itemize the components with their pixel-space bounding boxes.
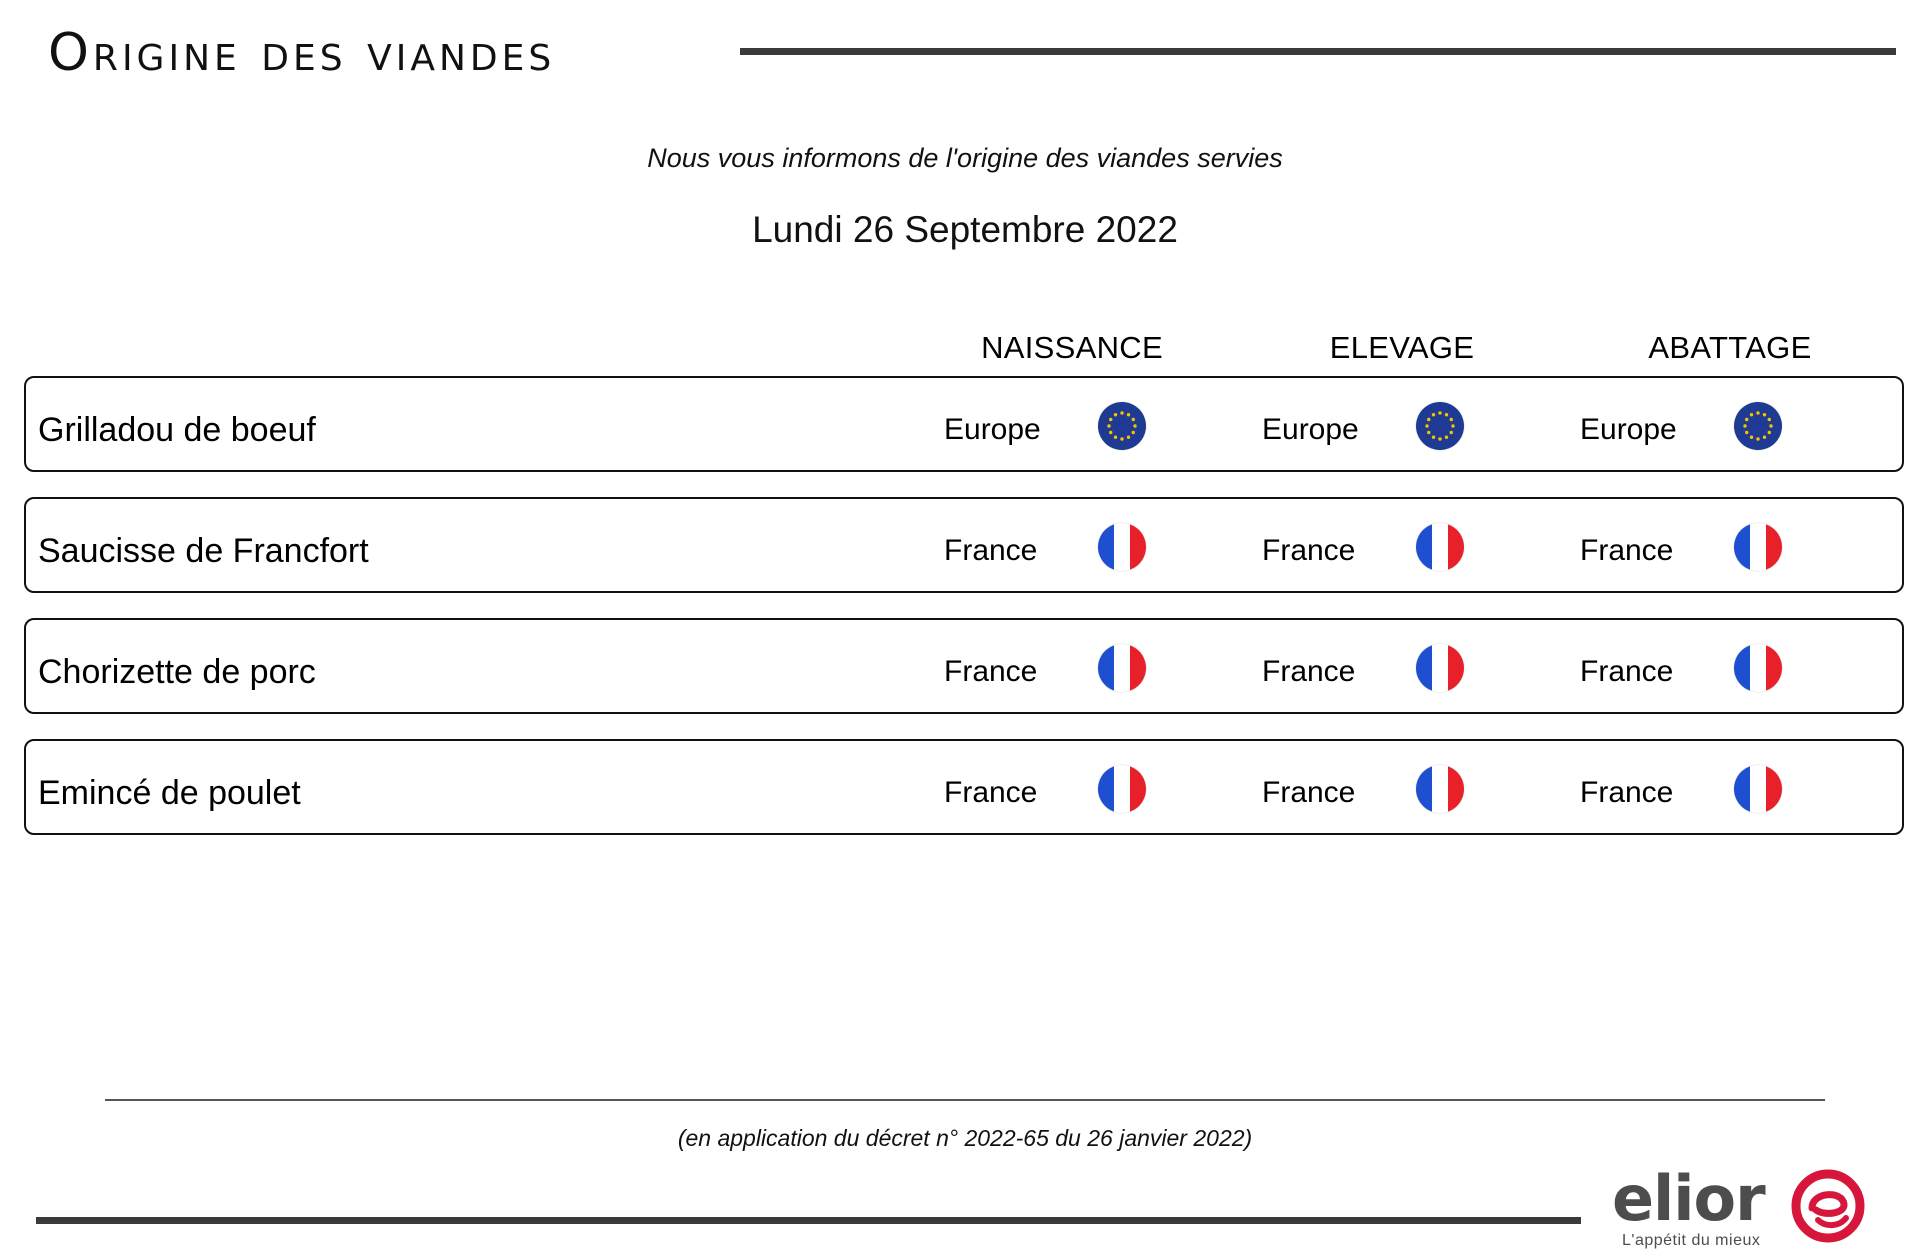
france-flag-icon	[1098, 644, 1146, 692]
logo-tagline: L'appétit du mieux	[1622, 1232, 1761, 1249]
france-flag-icon	[1734, 765, 1782, 813]
eu-flag-icon	[1098, 402, 1146, 450]
meat-row-saucisse	[24, 497, 1904, 593]
origin-abattage: Europe	[1580, 413, 1677, 446]
meat-row-grilladou	[24, 376, 1904, 472]
origin-elevage: France	[1262, 655, 1356, 688]
france-flag-icon	[1734, 644, 1782, 692]
france-flag-icon	[1734, 523, 1782, 571]
france-flag-icon	[1416, 765, 1464, 813]
origin-elevage: France	[1262, 534, 1356, 567]
product-name: Chorizette de porc	[38, 653, 316, 691]
france-flag-icon	[1098, 765, 1146, 813]
eu-flag-icon	[1734, 402, 1782, 450]
meat-row-chorizette	[24, 618, 1904, 714]
elior-logo	[1612, 1162, 1872, 1249]
page-subtitle: Nous vous informons de l'origine des viandes servies	[647, 143, 1283, 173]
origin-naissance: France	[944, 655, 1038, 688]
logo-wordmark: elior	[1612, 1162, 1765, 1235]
product-name: Emincé de poulet	[38, 774, 301, 812]
france-flag-icon	[1098, 523, 1146, 571]
menu-date: Lundi 26 Septembre 2022	[752, 209, 1178, 250]
title-divider	[740, 48, 1896, 55]
origin-abattage: France	[1580, 534, 1674, 567]
page-title: Origine des viandes	[48, 23, 556, 83]
france-flag-icon	[1416, 644, 1464, 692]
elior-swirl-icon	[1790, 1168, 1866, 1244]
eu-flag-icon	[1416, 402, 1464, 450]
origin-elevage: Europe	[1262, 413, 1359, 446]
origin-abattage: France	[1580, 776, 1674, 809]
product-name: Grilladou de boeuf	[38, 411, 316, 449]
decree-note: (en application du décret n° 2022-65 du 26 janvier 2022)	[677, 1125, 1253, 1151]
footer-divider	[105, 1099, 1825, 1101]
footer-bar	[36, 1217, 1581, 1224]
origin-naissance: France	[944, 534, 1038, 567]
column-header-abattage: ABATTAGE	[1648, 330, 1812, 365]
product-name: Saucisse de Francfort	[38, 532, 369, 570]
france-flag-icon	[1416, 523, 1464, 571]
origin-naissance: France	[944, 776, 1038, 809]
column-header-elevage: ELEVAGE	[1329, 330, 1475, 365]
origin-elevage: France	[1262, 776, 1356, 809]
origin-abattage: France	[1580, 655, 1674, 688]
origin-naissance: Europe	[944, 413, 1041, 446]
meat-row-emince	[24, 739, 1904, 835]
column-header-naissance: NAISSANCE	[981, 330, 1163, 365]
